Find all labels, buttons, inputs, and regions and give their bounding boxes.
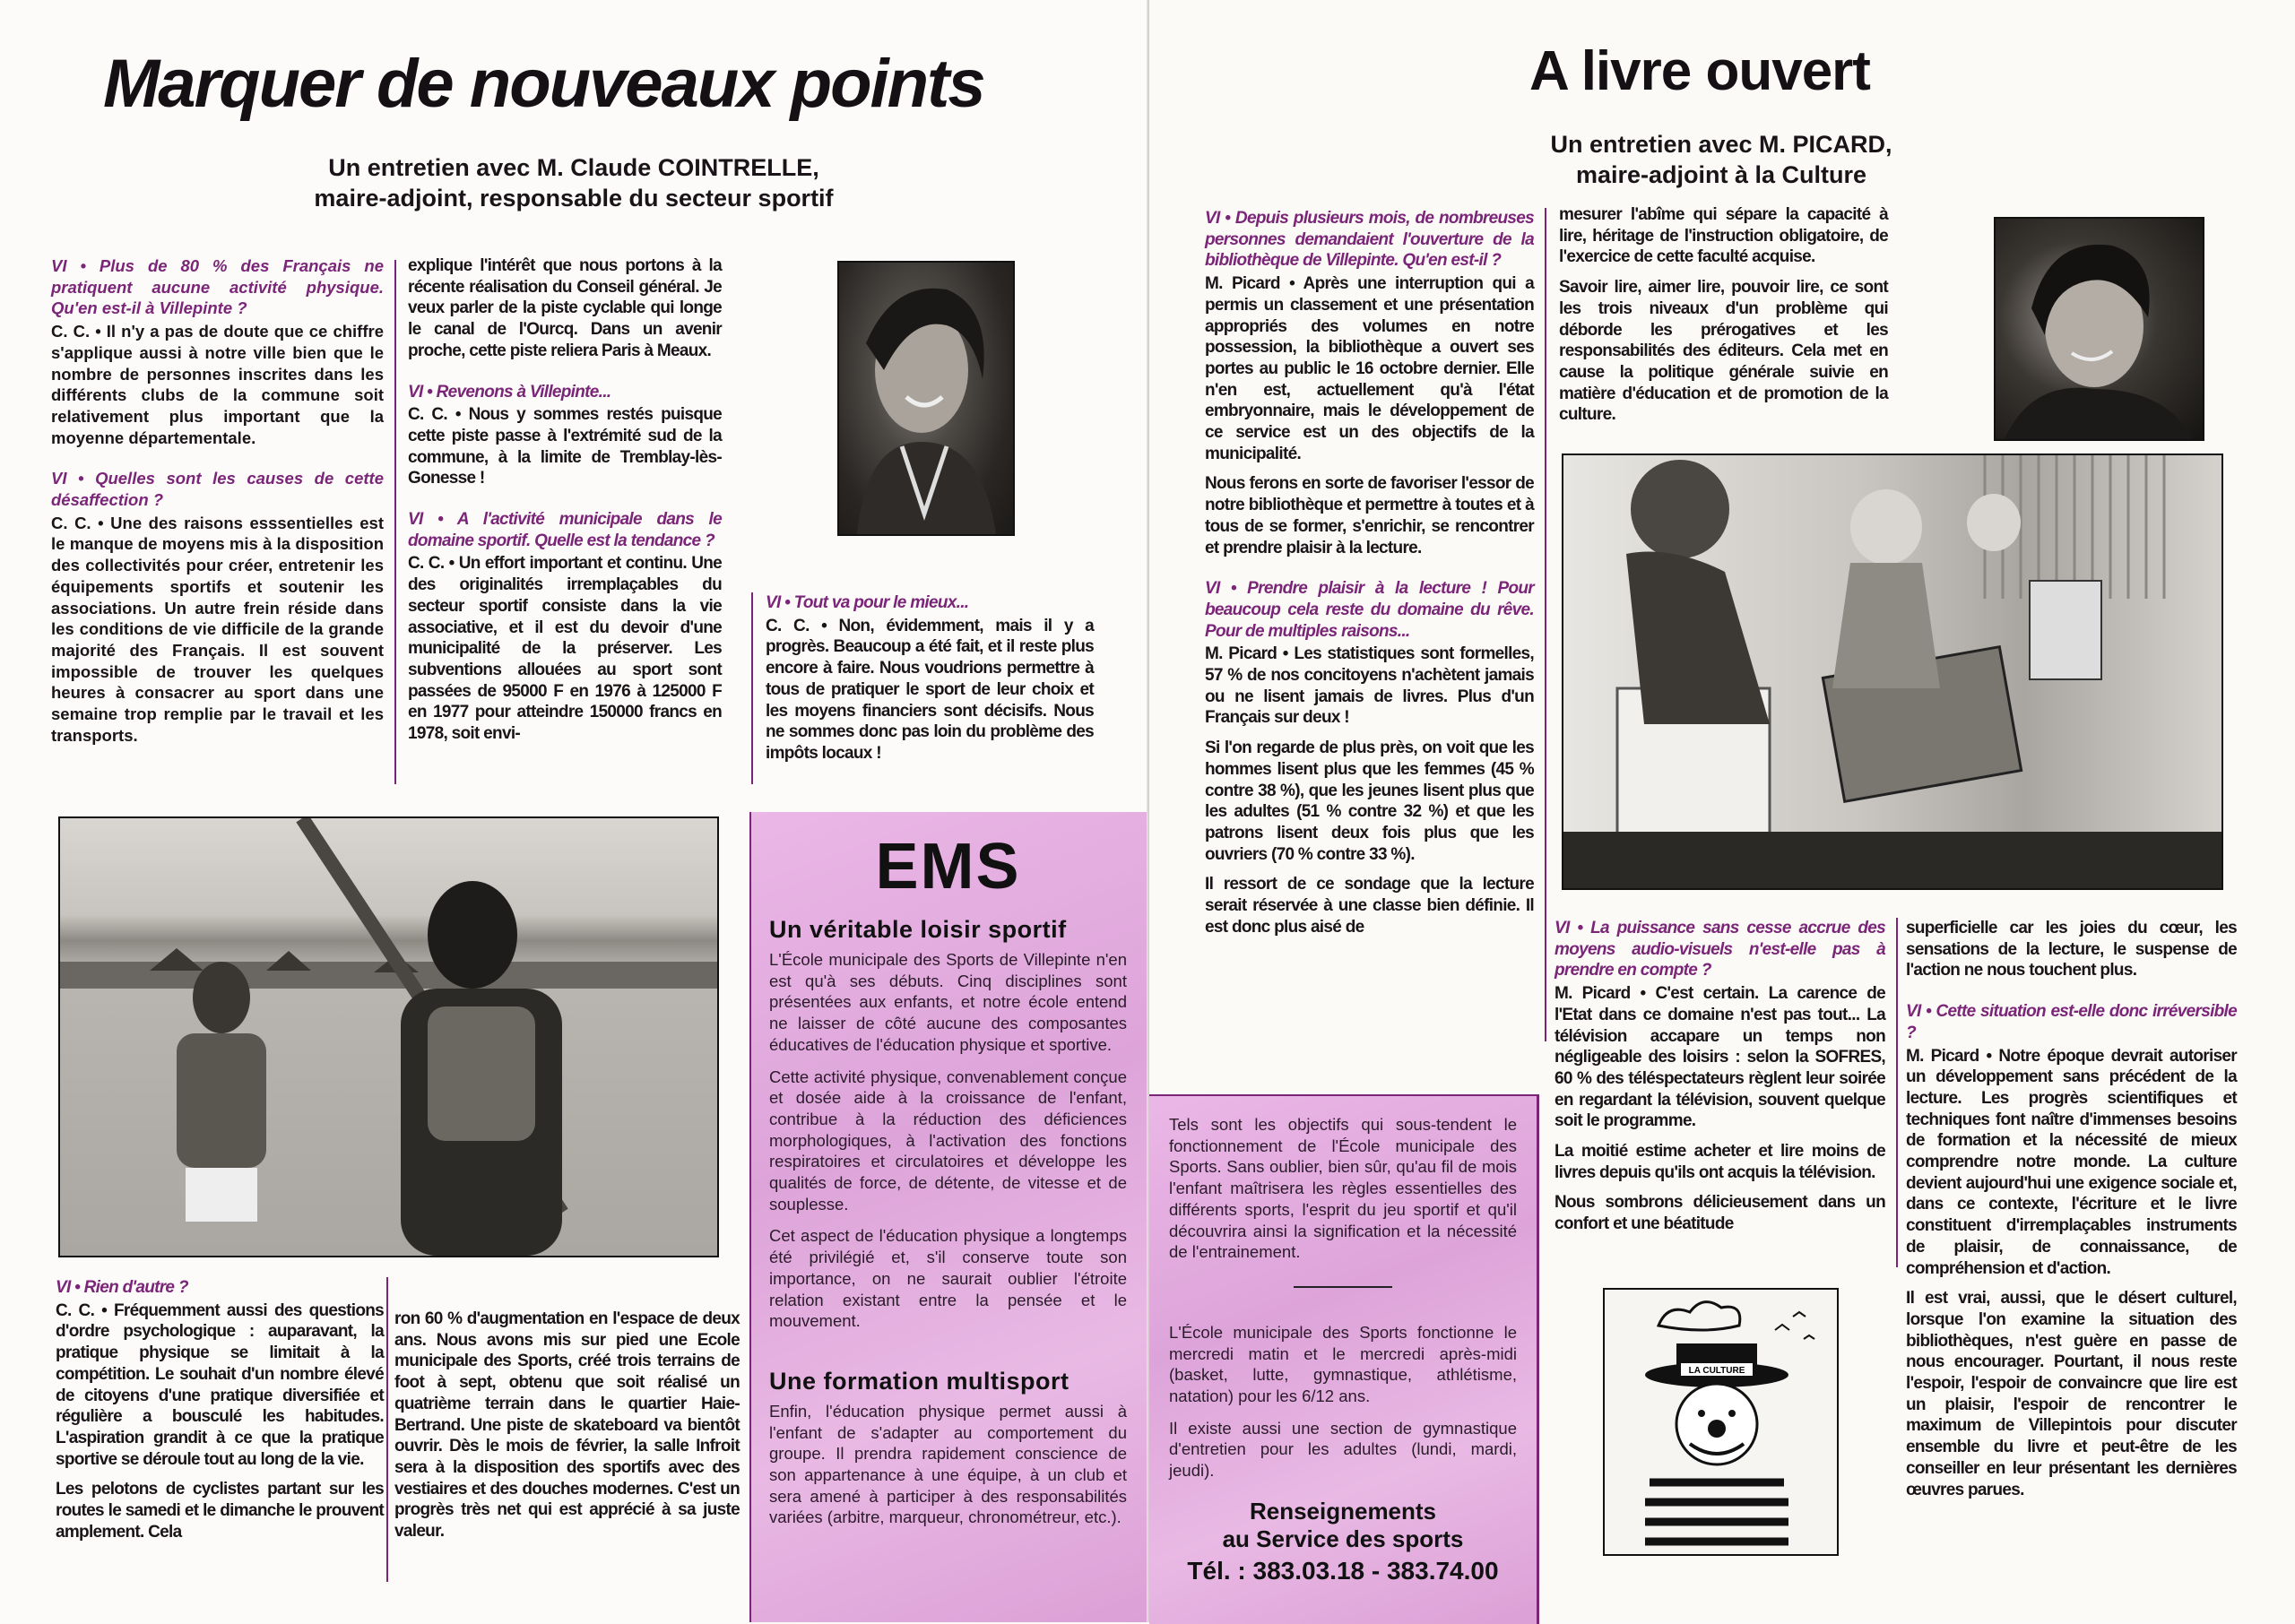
paragraph: Cette activité physique, convenablement conçue et dosée aide à la croissance de l'enfant, contribue à la réduction des déficiences morphologiques, à l'activation des fonctions respiratoires et circulatoires et développe les qualités de force, de détente, de vitesse et de souplesse. <box>769 1067 1127 1214</box>
text-column-3 <box>766 592 1094 773</box>
interview-answer: Il ressort de ce sondage que la lecture serait réservée à une classe bien définie. Il est donc plus aisé de <box>1205 875 1534 937</box>
info-heading <box>1169 1498 1517 1553</box>
interview-answer: Si l'on regarde de plus près, on voit que les hommes lisent plus que les femmes (45 % contre 38 %), que les jeunes lisent plus que les adultes (51 % contre 32 %) et que les patrons lisent deux fois plus que les ouvriers (70 % contre 33 %). <box>1205 739 1534 864</box>
subtitle-line: Un entretien avec M. PICARD, <box>1550 131 1892 158</box>
box-divider <box>1294 1286 1392 1288</box>
column-divider <box>1545 208 1546 1041</box>
interview-answer: Nous ferons en sorte de favoriser l'essor de notre bibliothèque et permettre à toutes et à tous de se former, s'enrichir, se rencontrer et prendre plaisir à la lecture. <box>1205 474 1534 557</box>
paragraph: Il existe aussi une section de gymnastique d'entretien pour les adultes (lundi, mardi, jeudi). <box>1169 1418 1517 1481</box>
column-divider <box>394 260 396 784</box>
interview-answer: C. C. • Un effort important et continu. Une des originalités irremplaçables du secteur sportif consiste dans la vie associative, et il est du devoir d'une municipalité de la préserver. Les subventions allouées au sport sont passées de 95000 F en 1976 à 125000 F en 1977 pour atteindre 150000 francs en 1978, soit envi- <box>408 554 722 744</box>
interview-question: VI • Cette situation est-elle donc irréversible ? <box>1906 1002 2237 1042</box>
portrait-figure-icon <box>839 263 1013 534</box>
ems-paragraphs <box>769 949 1127 1332</box>
ems-heading: Un véritable loisir sportif <box>769 916 1067 943</box>
article-title: A livre ouvert <box>1529 40 1870 102</box>
interview-question: VI • Revenons à Villepinte... <box>408 382 611 402</box>
interview-answer: C. C. • Fréquemment aussi des questions d'ordre psychologique : auparavant, la pratique physique se limitait à la compétition. Le souhait d'un nombre élevé de citoyens d'une pratique diversifiée et régulière a bousculé les habitudes. L'aspiration grandit à ce que la pratique sportive se déroule tout au long de la vie. <box>56 1300 384 1469</box>
text-column-5 <box>394 1309 740 1551</box>
interview-answer: explique l'intérêt que nous portons à la récente réalisation du Conseil général. Je veux parler de la piste cyclable qui longe le canal de l'Ourcq. Dans un avenir proche, cette piste reliera Paris à Meaux. <box>408 256 722 360</box>
article-subtitle <box>1470 129 1972 190</box>
phone-numbers: Tél. : 383.03.18 - 383.74.00 <box>1187 1556 1499 1585</box>
text-column-2 <box>408 255 722 754</box>
paragraph: Enfin, l'éducation physique permet aussi à l'enfant de s'adapter au comportement du groupe. Il prendra rapidement conscience de son appartenance à une équipe, à un club et sera amené à participer à des responsabilités variées (arbitre, marqueur, chronométreur, etc.). <box>769 1401 1127 1527</box>
portrait-figure-icon <box>1996 219 2203 439</box>
column-divider <box>386 1277 388 1582</box>
text-column-1 <box>1205 208 1534 947</box>
info-line: au Service des sports <box>1222 1525 1464 1552</box>
subtitle-line: maire-adjoint, responsable du secteur sportif <box>314 185 834 212</box>
interview-answer: Les pelotons de cyclistes partant sur les routes le samedi et le dimanche le prouvent amplement. Cela <box>56 1480 384 1542</box>
cartoon-hat-label: LA CULTURE <box>1688 1366 1745 1376</box>
text-column-4 <box>1906 918 2237 1509</box>
portrait-photo-picard <box>1994 217 2204 441</box>
ems-title: EMS <box>875 831 1021 903</box>
portrait-photo-cointrelle <box>837 261 1015 536</box>
interview-answer: M. Picard • Notre époque devrait autoriser un développement sans précédent de la lecture. Les progrès scientifiques et techniques font naître d'immenses besoins de formation et la nécessité de mieux comprendre notre monde. La culture devient aujourd'hui une exigence sociale et, dans ce contexte, l'écriture et le livre constituent d'irremplaçables instruments de plaisir, de connaissance, de compréhension et d'action. <box>1906 1046 2237 1278</box>
interview-answer: Il est vrai, aussi, que le désert culturel, lorsque l'on examine la situation des bibliothèques, n'est guère en passe de nous encourager. Pourtant, il nous reste l'espoir, l'espoir de convaincre que lire est un plaisir, l'espoir de rencontrer le maximum de Villepintois pour discuter ensemble du livre et peut-être de les conseiller en leur présentant les dernières œuvres parues. <box>1906 1289 2237 1499</box>
info-line: Renseignements <box>1249 1497 1437 1525</box>
interview-answer: M. Picard • Après une interruption qui a permis un classement et une présentation appropriés des volumes en notre possession, la bibliothèque a ouvert ses portes au public le 16 octobre dernier. Elle n'en est, actuellement qu'à l'état embryonnaire, mais le développement de ce service est un des objectifs de la municipalité. <box>1205 274 1534 463</box>
paragraph: L'École municipale des Sports fonctionne le mercredi matin et le mercredi après-midi (basket, lutte, gymnastique, athlétisme, natation) pour les 6/12 ans. <box>1169 1322 1517 1406</box>
info-paragraphs <box>1169 1114 1517 1263</box>
interview-question: VI • A l'activité municipale dans le domaine sportif. Quelle est la tendance ? <box>408 510 722 550</box>
interview-answer: C. C. • Une des raisons esssentielles est le manque de moyens mis à la disposition des collectivités pour créer, entretenir les équipements sportifs et soutenir les associations. Un autre frein réside dans les conditions de vie difficile de la grande majorité des Français. Il est souvent impossible de trouver les quelques heures à consacrer au sport dans une semaine trop remplie par le travail et les transports. <box>51 513 384 745</box>
interview-question: VI • Prendre plaisir à la lecture ! Pour beaucoup cela reste du domaine du rêve. Pour de multiples raisons... <box>1205 579 1534 641</box>
article-title: Marquer de nouveaux points <box>103 46 984 122</box>
interview-question: VI • Depuis plusieurs mois, de nombreuses personnes demandaient l'ouverture de la bibliothèque de Villepinte. Qu'en est-il ? <box>1205 209 1534 271</box>
interview-question: VI • Tout va pour le mieux... <box>766 593 969 612</box>
text-column-2 <box>1559 204 1888 435</box>
ems-sidebar-box <box>749 812 1147 1622</box>
ems-paragraphs <box>769 1401 1127 1528</box>
interview-answer: C. C. • Nous y sommes restés puisque cette piste passe à l'extrémité sud de la commune, à la limite de Tremblay-lès-Gonesse ! <box>408 405 722 488</box>
text-column-4 <box>56 1277 384 1551</box>
ems-heading: Une formation multisport <box>769 1367 1070 1395</box>
article-subtitle <box>269 152 879 213</box>
interview-answer: mesurer l'abîme qui sépare la capacité à lire, héritage de l'instruction obligatoire, de l'exercice de cette faculté acquise. <box>1559 205 1888 267</box>
athletes-figures-icon <box>60 818 717 1256</box>
interview-answer: C. C. • Il n'y a pas de doute que ce chiffre s'applique aussi à notre ville bien que le nombre de personnes inscrites dans les différents clubs de la commune soit relativement plus important que la moyenne départementale. <box>51 322 384 447</box>
interview-answer: M. Picard • Les statistiques sont formelles, 57 % de nos concitoyens n'achètent jamais ou ne lisent jamais de livres. Plus d'un Français sur deux ! <box>1205 644 1534 728</box>
athletes-pole-photo <box>58 816 719 1257</box>
subtitle-line: Un entretien avec M. Claude COINTRELLE, <box>328 154 819 181</box>
interview-answer: C. C. • Non, évidemment, mais il y a progrès. Beaucoup a été fait, et il reste plus encore à faire. Nous voudrions permettre à tous de pratiquer le sport de leur choix et les moyens financiers sont décisifs. Nous ne sommes donc pas loin du problème des impôts locaux ! <box>766 616 1094 763</box>
interview-answer: M. Picard • C'est certain. La carence de l'Etat dans ce domaine n'est pas tout... La télévision accapare un temps non négligeable des loisirs : selon la SOFRES, 60 % des téléspectateurs règlent leur soirée en regardant la télévision, souvent quelque soit le programme. <box>1555 984 1885 1131</box>
children-figures-icon <box>1563 455 2221 888</box>
paragraph: L'École municipale des Sports de Villepinte n'en est qu'à ses débuts. Cinq disciplines sont présentées aux enfants, et notre école entend ne laisser de côté aucune des composantes éducatives de l'éducation physique et sportive. <box>769 950 1127 1054</box>
column-divider <box>1896 918 1898 1267</box>
culture-clown-cartoon <box>1603 1288 1839 1556</box>
clown-cartoon-icon <box>1605 1290 1837 1554</box>
subtitle-line: maire-adjoint à la Culture <box>1575 161 1867 188</box>
children-reading-photo <box>1562 454 2223 890</box>
info-paragraphs <box>1169 1322 1517 1481</box>
interview-answer: ron 60 % d'augmentation en l'espace de deux ans. Nous avons mis sur pied une Ecole municipale des Sports, créé trois terrains de foot à sept, obtenu que soit réalisé un quatrième terrain dans le quartier Haie-Bertrand. Une piste de skateboard va bientôt ouvrir. Dès le mois de février, la salle Infroit sera à la disposition des sportifs avec des vestiaires et des douches modernes. C'est un progrès très net qui est apprécié à sa juste valeur. <box>394 1309 740 1542</box>
text-column-1 <box>51 255 384 755</box>
interview-question: VI • La puissance sans cesse accrue des moyens audio-visuels n'est-elle pas à prendre en compte ? <box>1555 919 1885 980</box>
interview-question: VI • Plus de 80 % des Français ne pratiquent aucune activité physique. Qu'en est-il à Villepinte ? <box>51 256 384 318</box>
interview-answer: Savoir lire, aimer lire, pouvoir lire, ce sont les trois niveaux d'un problème qui déborde les prérogatives et les responsabilités des éditeurs. Cela met en cause la politique générale suivie en matière d'éducation et de promotion de la culture. <box>1559 278 1888 425</box>
interview-question: VI • Quelles sont les causes de cette désaffection ? <box>51 469 384 510</box>
interview-answer: La moitié estime acheter et lire moins de livres depuis qu'ils ont acquis la télévision. <box>1555 1142 1885 1182</box>
text-column-3 <box>1555 918 1885 1244</box>
interview-question: VI • Rien d'autre ? <box>56 1278 188 1297</box>
column-divider <box>751 592 753 784</box>
paragraph: Tels sont les objectifs qui sous-tendent le fonctionnement de l'École municipale des Sports. Sans oublier, bien sûr, qu'au fil de mois l'enfant maîtrisera les règles essentielles des différents sports, l'esprit du jeu sportif et qu'il découvrira ainsi la signification et la nécessité de l'entrainement. <box>1169 1115 1517 1262</box>
interview-answer: Nous sombrons délicieusement dans un confort et une béatitude <box>1555 1193 1885 1234</box>
interview-answer: superficielle car les joies du cœur, les sensations de la lecture, le suspense de l'action ne nous touchent plus. <box>1906 919 2237 980</box>
ems-info-box <box>1149 1094 1539 1624</box>
paragraph: Cet aspect de l'éducation physique a longtemps été privilégié et, s'il conserve toute son importance, on ne saurait oublier l'étroite relation existant entre la pensée et le mouvement. <box>769 1226 1127 1331</box>
